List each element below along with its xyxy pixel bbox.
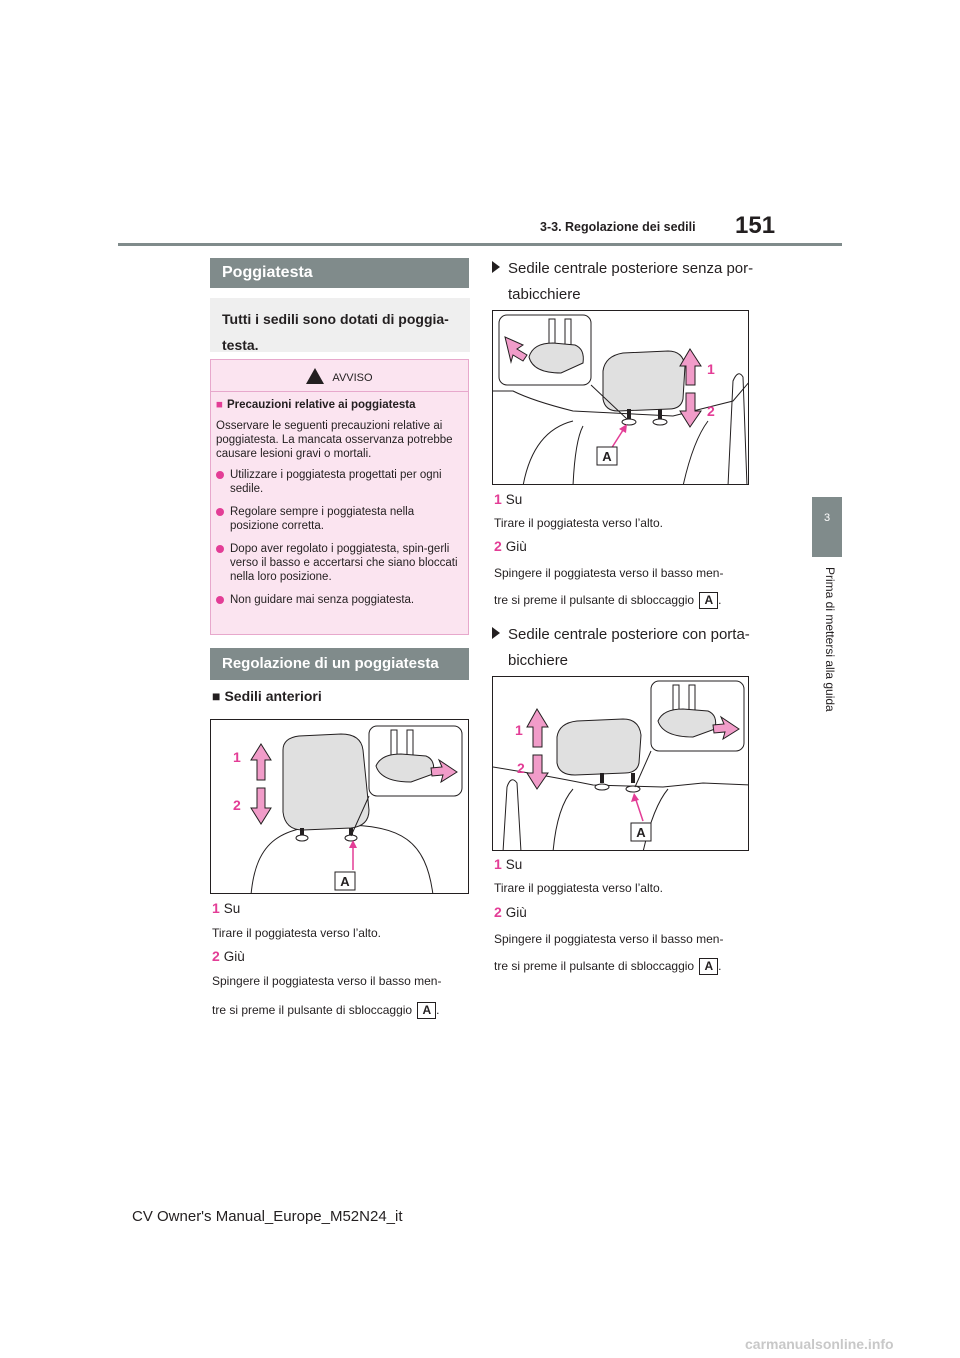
figure-rear-no-cupholder [492,310,749,485]
step-down-desc: Spingere il poggiatesta verso il basso men- [494,566,724,580]
title-regolazione: Regolazione di un poggiatesta [210,648,469,680]
dot-bullet-icon [216,508,224,516]
warning-header [211,360,468,392]
page-number: 151 [735,212,776,239]
section-title: 3-3. Regolazione dei sedili [540,220,696,234]
figure-label-down: 2 [517,760,525,776]
front-seat-illustration [211,720,469,894]
triangle-bullet-icon [492,627,500,639]
warning-item: Utilizzare i poggiatesta progettati per ogni sedile. [216,468,463,496]
chapter-tab [812,497,842,557]
figure-label-button: A [340,874,350,889]
warning-item: Non guidare mai senza poggiatesta. [216,593,463,607]
step-down-desc-cont: tre si preme il pulsante di sbloccaggio A . [494,959,722,973]
step-down: 2 Giù [494,538,527,554]
button-ref-a: A [417,1002,436,1019]
warning-heading: AVVISO [332,371,373,384]
chapter-number: 3 [823,512,831,524]
step-up: 1 Su [494,491,523,507]
step-down-desc-cont: tre si preme il pulsante di sbloccaggio A . [494,593,722,607]
square-bullet-icon: ■ [212,688,221,704]
rear-seat-cupholder-illustration [493,677,749,851]
figure-label-up: 1 [233,749,241,765]
step-up-desc: Tirare il poggiatesta verso l’alto. [494,881,663,895]
figure-label-up: 1 [707,361,715,377]
header-rule [118,243,842,246]
rear-cupholder-heading: Sedile centrale posteriore con porta- bicchiere [492,622,750,674]
figure-front-seat [210,719,469,894]
step-up-desc: Tirare il poggiatesta verso l’alto. [494,516,663,530]
button-ref-a: A [699,592,718,609]
step-down: 2 Giù [494,904,527,920]
figure-label-button: A [602,449,612,464]
dot-bullet-icon [216,596,224,604]
step-down-desc-cont: tre si preme il pulsante di sbloccaggio A . [212,1003,440,1017]
intro-box: Tutti i sedili sono dotati di poggia-testa. [210,298,470,352]
warning-text: Osservare le seguenti precauzioni relative ai poggiatesta. La mancata osservanza potrebbe causare lesioni gravi o mortali. [216,420,453,460]
dot-bullet-icon [216,471,224,479]
step-down-desc: Spingere il poggiatesta verso il basso men- [212,974,442,988]
warning-subheading: Precauzioni relative ai poggiatesta [226,399,416,411]
watermark: carmanualsonline.info [745,1336,894,1352]
step-down: 2 Giù [212,948,245,964]
title-poggiatesta: Poggiatesta [210,258,469,288]
button-ref-a: A [699,958,718,975]
rear-seat-illustration [493,311,749,485]
chapter-title: Prima di mettersi alla guida [823,567,837,712]
figure-label-button: A [636,825,646,840]
figure-label-down: 2 [233,797,241,813]
footer-manual-name: CV Owner's Manual_Europe_M52N24_it [132,1208,403,1225]
step-up: 1 Su [494,856,523,872]
figure-rear-cupholder [492,676,749,851]
step-down-desc: Spingere il poggiatesta verso il basso men- [494,932,724,946]
front-seats-heading: ■ Sedili anteriori [212,688,322,704]
figure-label-down: 2 [707,403,715,419]
step-up: 1 Su [212,900,241,916]
dot-bullet-icon [216,545,224,553]
square-bullet-icon: ■ [216,399,223,411]
step-up-desc: Tirare il poggiatesta verso l’alto. [212,926,381,940]
figure-label-up: 1 [515,722,523,738]
warning-item: Regolare sempre i poggiatesta nella posizione corretta. [216,505,463,533]
warning-icon [306,368,324,384]
rear-no-cupholder-heading: Sedile centrale posteriore senza por- tabicchiere [492,256,753,308]
warning-item: Dopo aver regolato i poggiatesta, spin-gerli verso il basso e accertarsi che siano bloccati nella loro posizione. [216,542,463,584]
triangle-bullet-icon [492,261,500,273]
warning-box [210,359,469,635]
